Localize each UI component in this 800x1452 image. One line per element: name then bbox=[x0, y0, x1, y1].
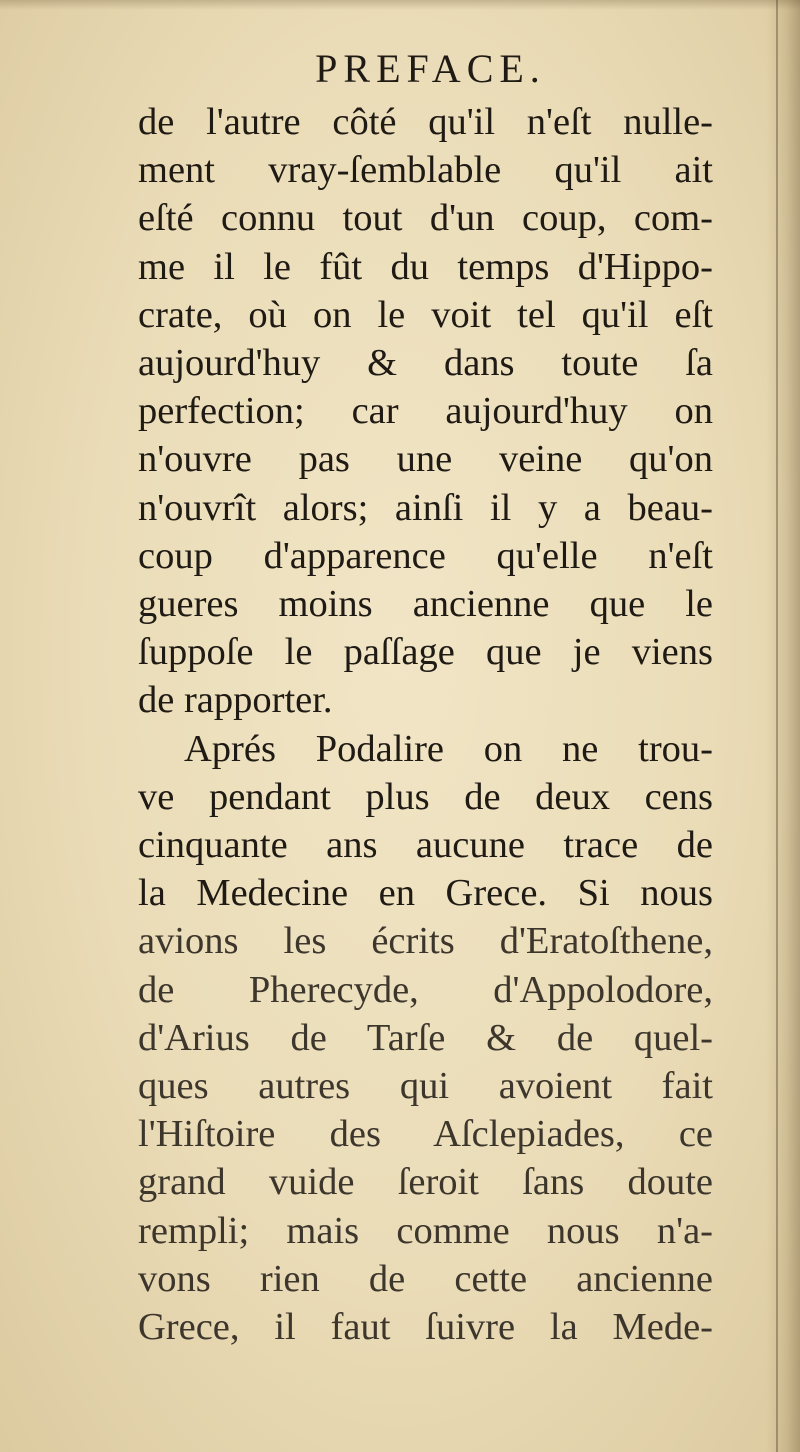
text-line: rempli; mais comme nous n'a- bbox=[138, 1209, 713, 1252]
text-line: Grece, il faut ſuivre la Mede- bbox=[138, 1306, 713, 1349]
text-line: gueres moins ancienne que le bbox=[138, 583, 713, 626]
text-line: n'ouvre pas une veine qu'on bbox=[138, 438, 713, 481]
text-line: de Pherecyde, d'Appolodore, bbox=[138, 968, 713, 1011]
text-line: aujourd'huy & dans toute ſa bbox=[138, 342, 713, 385]
text-line: perfection; car aujourd'huy on bbox=[138, 390, 713, 433]
text-line: vons rien de cette ancienne bbox=[138, 1257, 713, 1300]
text-block bbox=[138, 40, 713, 1351]
text-line-paragraph-end: de rapporter. bbox=[138, 679, 333, 722]
text-line: n'ouvrît alors; ainſi il y a beau- bbox=[138, 486, 713, 529]
text-line: l'Hiſtoire des Aſclepiades, ce bbox=[138, 1113, 713, 1156]
text-line: cinquante ans aucune trace de bbox=[138, 824, 713, 867]
page-top-shadow bbox=[0, 0, 800, 10]
running-head: PREFACE. bbox=[315, 46, 546, 91]
text-line: la Medecine en Grece. Si nous bbox=[138, 872, 713, 915]
text-line: ment vray-ſemblable qu'il ait bbox=[138, 149, 713, 192]
page-gutter-shadow bbox=[766, 0, 800, 1452]
text-line: ques autres qui avoient fait bbox=[138, 1065, 713, 1108]
text-line: crate, où on le voit tel qu'il eſt bbox=[138, 293, 713, 336]
text-line: avions les écrits d'Eratoſthene, bbox=[138, 920, 713, 963]
text-line: grand vuide ſeroit ſans doute bbox=[138, 1161, 713, 1204]
page-edge-line bbox=[776, 0, 778, 1452]
text-line: de l'autre côté qu'il n'eſt nulle- bbox=[138, 101, 713, 143]
text-line: ſuppoſe le paſſage que je viens bbox=[138, 631, 713, 674]
text-line: d'Arius de Tarſe & de quel- bbox=[138, 1016, 713, 1059]
text-line: coup d'apparence qu'elle n'eſt bbox=[138, 534, 713, 577]
text-line: me il le fût du temps d'Hippo- bbox=[138, 245, 713, 288]
text-line: eſté connu tout d'un coup, com- bbox=[138, 197, 713, 240]
text-line-paragraph-start: Aprés Podalire on ne trou- bbox=[184, 727, 713, 770]
text-line: ve pendant plus de deux cens bbox=[138, 775, 713, 818]
